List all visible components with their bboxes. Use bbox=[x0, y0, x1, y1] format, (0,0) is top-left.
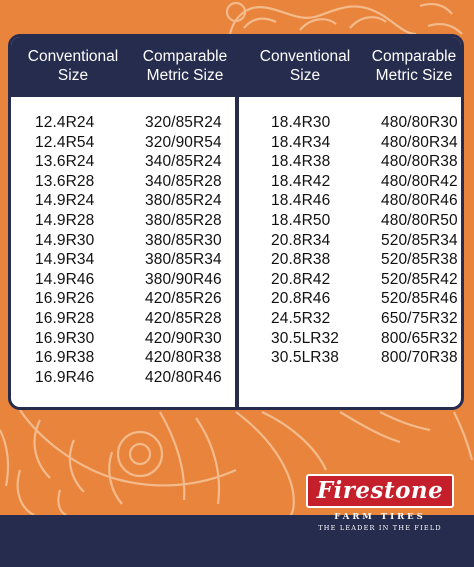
header-left-conventional-size: Conventional Size bbox=[27, 48, 119, 84]
table-cell: 13.6R28 bbox=[35, 172, 95, 190]
header-right-conventional-size: Conventional Size bbox=[259, 48, 351, 84]
table-cell: 480/80R46 bbox=[381, 192, 458, 210]
column-divider bbox=[235, 97, 239, 410]
table-cell: 18.4R34 bbox=[271, 133, 331, 151]
table-cell: 320/85R24 bbox=[145, 114, 222, 131]
tire-size-table-card bbox=[8, 34, 464, 410]
table-cell: 520/85R42 bbox=[381, 270, 458, 288]
table-cell: 30.5LR38 bbox=[271, 349, 340, 367]
right-conventional-column bbox=[271, 113, 339, 368]
right-metric-column bbox=[381, 113, 458, 368]
table-cell: 420/80R46 bbox=[145, 368, 222, 386]
firestone-logo bbox=[306, 474, 454, 534]
table-cell: 20.8R42 bbox=[271, 270, 331, 288]
table-cell: 20.8R34 bbox=[271, 231, 331, 249]
table-cell: 420/85R26 bbox=[145, 290, 222, 308]
table-cell: 24.5R32 bbox=[271, 309, 331, 327]
table-cell: 14.9R30 bbox=[35, 231, 95, 249]
table-cell: 13.6R24 bbox=[35, 153, 95, 171]
table-cell: 480/80R50 bbox=[381, 211, 458, 229]
table-cell: 800/65R32 bbox=[381, 329, 458, 347]
table-cell: 16.9R46 bbox=[35, 368, 95, 386]
table-header bbox=[11, 37, 461, 97]
farm-tires-label: FARM TIRES bbox=[334, 512, 426, 522]
table-cell: 520/85R38 bbox=[381, 251, 458, 269]
table-cell: 520/85R34 bbox=[381, 231, 458, 249]
table-cell: 480/80R42 bbox=[381, 172, 458, 190]
brand-tagline: THE LEADER IN THE FIELD bbox=[318, 524, 442, 532]
table-cell: 12.4R24 bbox=[35, 114, 95, 131]
table-cell: 16.9R38 bbox=[35, 349, 95, 367]
table-cell: 380/85R34 bbox=[145, 251, 222, 269]
table-cell: 340/85R24 bbox=[145, 153, 222, 171]
table-cell: 380/85R28 bbox=[145, 211, 222, 229]
table-cell: 380/90R46 bbox=[145, 270, 222, 288]
header-left-metric-size: Comparable Metric Size bbox=[142, 48, 228, 84]
table-cell: 14.9R28 bbox=[35, 211, 95, 229]
table-cell: 800/70R38 bbox=[381, 349, 458, 367]
table-cell: 420/90R30 bbox=[145, 329, 222, 347]
table-cell: 20.8R46 bbox=[271, 290, 331, 308]
table-cell: 420/80R38 bbox=[145, 349, 222, 367]
firestone-wordmark: Firestone bbox=[306, 474, 454, 508]
left-conventional-column bbox=[35, 113, 94, 387]
table-cell: 18.4R30 bbox=[271, 114, 331, 131]
table-cell: 18.4R50 bbox=[271, 211, 331, 229]
table-cell: 18.4R38 bbox=[271, 153, 331, 171]
header-right-metric-size: Comparable Metric Size bbox=[371, 48, 457, 84]
table-cell: 20.8R38 bbox=[271, 251, 331, 269]
table-cell: 480/80R38 bbox=[381, 153, 458, 171]
table-cell: 14.9R46 bbox=[35, 270, 95, 288]
table-cell: 16.9R28 bbox=[35, 309, 95, 327]
table-cell: 480/80R30 bbox=[381, 114, 458, 131]
table-cell: 340/85R28 bbox=[145, 172, 222, 190]
table-cell: 16.9R26 bbox=[35, 290, 95, 308]
table-cell: 16.9R30 bbox=[35, 329, 95, 347]
table-cell: 650/75R32 bbox=[381, 309, 458, 327]
table-cell: 18.4R42 bbox=[271, 172, 331, 190]
table-cell: 14.9R24 bbox=[35, 192, 95, 210]
table-cell: 320/90R54 bbox=[145, 133, 222, 151]
left-metric-column bbox=[145, 113, 222, 387]
table-cell: 30.5LR32 bbox=[271, 329, 340, 347]
table-cell: 18.4R46 bbox=[271, 192, 331, 210]
table-cell: 520/85R46 bbox=[381, 290, 458, 308]
table-cell: 420/85R28 bbox=[145, 309, 222, 327]
table-cell: 480/80R34 bbox=[381, 133, 458, 151]
table-cell: 380/85R30 bbox=[145, 231, 222, 249]
table-cell: 14.9R34 bbox=[35, 251, 95, 269]
table-cell: 380/85R24 bbox=[145, 192, 222, 210]
table-cell: 12.4R54 bbox=[35, 133, 95, 151]
